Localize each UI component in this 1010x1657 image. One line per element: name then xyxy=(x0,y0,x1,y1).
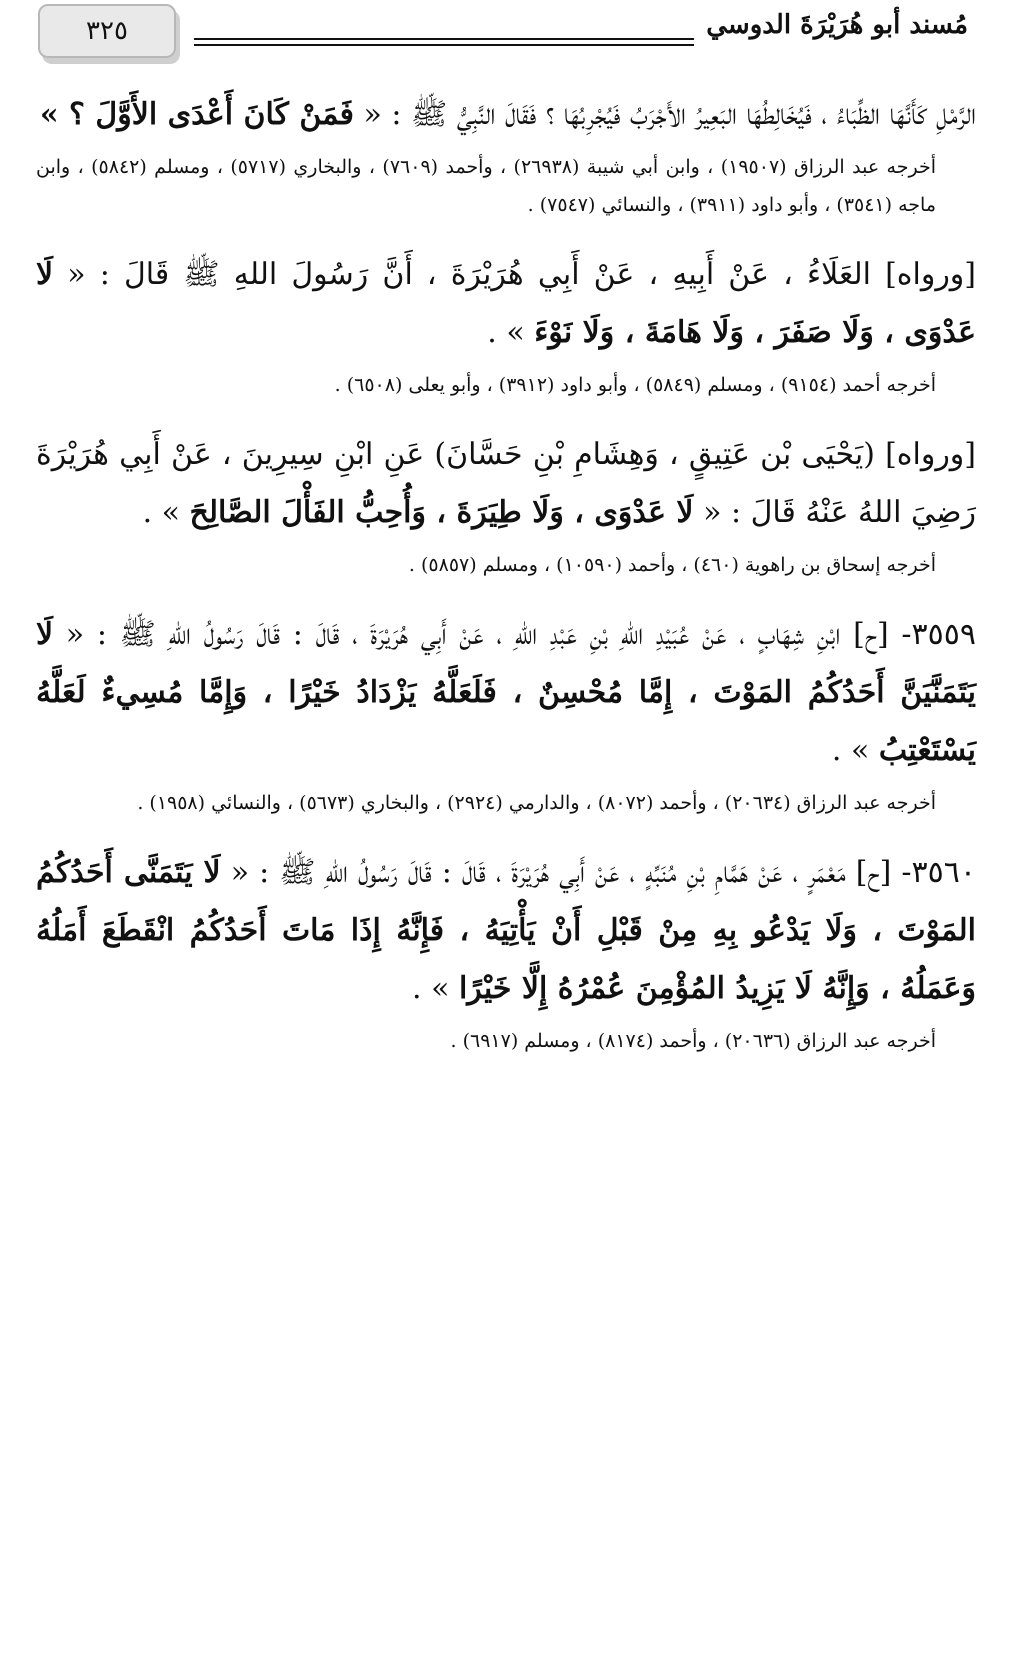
header-rule xyxy=(194,38,694,40)
closing-mark: » . xyxy=(831,733,879,768)
prophetic-saying: لَا عَدْوَى ، وَلَا صَفَرَ ، وَلَا هَامَةَ ، وَلَا نَوْءَ xyxy=(36,257,976,350)
narration-text: ٣٥٥٩- [ح] ابْنِ شِهَابٍ ، عَنْ عُبَيْدِ اللهِ بْنِ عَبْدِ اللهِ ، عَنْ أَبِي هُرَيْرَةَ ، قَالَ : قَالَ رَسُولُ اللهِ ﷺ : « xyxy=(53,617,976,652)
block-spacer xyxy=(36,822,976,844)
hadith-block xyxy=(36,606,976,822)
block-spacer xyxy=(36,584,976,606)
hadith-block xyxy=(36,246,976,404)
takhrij-footnote: أخرجه عبد الرزاق (٢٠٦٣٤) ، وأحمد (٨٠٧٢) ، والدارمي (٢٩٢٤) ، والبخاري (٥٦٧٣) ، والنسائي (١٩٥٨) . xyxy=(137,792,936,814)
closing-mark: » . xyxy=(142,495,190,530)
page-number: ٣٢٥ xyxy=(86,16,128,46)
narration-text: ٣٥٦٠- [ح] مَعْمَرٍ ، عَنْ هَمَّامِ بْنِ مُنَبِّهٍ ، عَنْ أَبِي هُرَيْرَةَ ، قَالَ : قَالَ رَسُولُ اللهِ ﷺ : « xyxy=(220,855,976,890)
hadith-text xyxy=(36,246,976,362)
takhrij-footnote: أخرجه عبد الرزاق (٢٠٦٣٦) ، وأحمد (٨١٧٤) ، ومسلم (٦٩١٧) . xyxy=(450,1030,936,1052)
hadith-text xyxy=(36,844,976,1018)
hadith-block xyxy=(36,844,976,1060)
prophetic-saying: فَمَنْ كَانَ أَعْدَى الأَوَّلَ ؟ » xyxy=(39,97,354,132)
hadith-text xyxy=(36,86,976,144)
closing-mark: » . xyxy=(412,971,459,1006)
prophetic-saying: لَا يَتَمَنَّيَنَّ أَحَدُكُمُ المَوْتَ ، إِمَّا مُحْسِنٌ ، فَلَعَلَّهُ يَزْدَادُ خَيْرًا ، وَإِمَّا مُسِيءٌ لَعَلَّهُ يَسْتَعْتِبُ xyxy=(36,617,976,768)
hadith-text xyxy=(36,426,976,542)
book-title: مُسند أبو هُرَيْرَةَ الدوسي xyxy=(706,10,968,40)
block-spacer xyxy=(36,224,976,246)
hadith-text xyxy=(36,606,976,780)
block-spacer xyxy=(36,404,976,426)
page-number-badge xyxy=(38,4,176,58)
header-rule xyxy=(194,44,694,46)
narration-text: [ورواه] (يَحْيَى بْن عَتِيقٍ ، وَهِشَامِ بْنِ حَسَّانَ) عَنِ ابْنِ سِيرِينَ ، عَنْ أَبِي هُرَيْرَةَ رَضِيَ اللهُ عَنْهُ قَالَ : « xyxy=(36,437,976,530)
page-header xyxy=(0,0,1010,80)
hadith-block xyxy=(36,426,976,584)
takhrij-footnote: أخرجه إسحاق بن راهوية (٤٦٠) ، وأحمد (١٠٥٩٠) ، ومسلم (٥٨٥٧) . xyxy=(408,554,936,576)
prophetic-saying: لَا يَتَمَنَّى أَحَدُكُمُ المَوْتَ ، وَلَا يَدْعُو بِهِ مِنْ قَبْلِ أَنْ يَأْتِيَهُ ، فَإِنَّهُ إِذَا مَاتَ أَحَدُكُمُ انْقَطَعَ أَمَلُهُ وَعَمَلُهُ ، وَإِنَّهُ لَا يَزِيدُ المُؤْمِنَ عُمْرُهُ إِلَّا خَيْرًا xyxy=(36,855,976,1006)
takhrij-footnote: أخرجه عبد الرزاق (١٩٥٠٧) ، وابن أبي شيبة (٢٦٩٣٨) ، وأحمد (٧٦٠٩) ، والبخاري (٥٧١٧) ، ومسلم (٥٨٤٢) ، وابن ماجه (٣٥٤١) ، وأبو داود (٣٩١١) ، والنسائي (٧٥٤٧) . xyxy=(36,156,936,216)
takhrij-footnote: أخرجه أحمد (٩١٥٤) ، ومسلم (٥٨٤٩) ، وأبو داود (٣٩١٢) ، وأبو يعلى (٦٥٠٨) . xyxy=(334,374,936,396)
narration-text: الرَّمْلِ كَأَنَّهَا الظِّبَاءُ ، فَيُخَالِطُهَا البَعِيرُ الأَجْرَبُ فَيُجْرِبُهَا ؟ فَقَالَ النَّبِيُّ ﷺ : « xyxy=(353,97,976,132)
prophetic-saying: لَا عَدْوَى ، وَلَا طِيَرَةَ ، وَأُحِبُّ الفَأْلَ الصَّالِحَ xyxy=(189,495,694,530)
hadith-block xyxy=(36,86,976,224)
page-body xyxy=(36,86,976,1060)
narration-text: [ورواه] العَلَاءُ ، عَنْ أَبِيهِ ، عَنْ أَبِي هُرَيْرَةَ ، أَنَّ رَسُولَ اللهِ ﷺ قَالَ : « xyxy=(53,257,976,292)
closing-mark: » . xyxy=(487,315,535,350)
